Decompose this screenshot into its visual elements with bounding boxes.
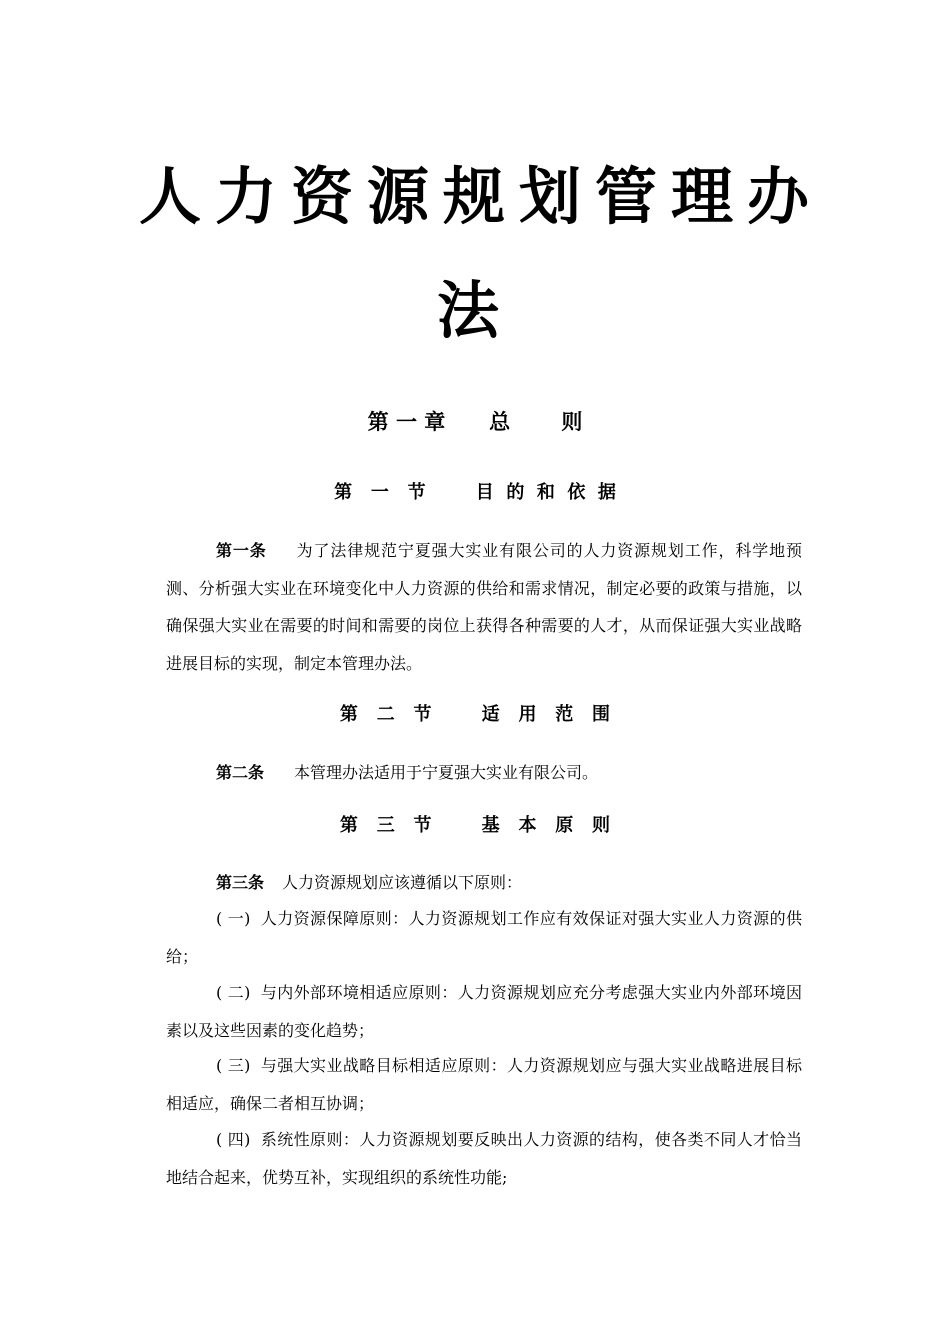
article-label: 第一条	[216, 541, 267, 560]
principle-item	[166, 1121, 802, 1196]
document-title-line1: 人力资源规划管理办	[138, 160, 823, 233]
principle-text: 人力资源保障原则：人力资源规划工作应有效保证对强大实业人力资源的供给；	[166, 909, 802, 966]
article-2	[166, 754, 802, 792]
section-heading-1: 第 一 节 目 的 和 依 据	[334, 482, 616, 503]
article-label: 第三条	[216, 873, 265, 892]
section-heading-2: 第 二 节 适 用 范 围	[339, 704, 611, 725]
principle-number: ( 三)	[216, 1056, 251, 1075]
principle-number: ( 一)	[216, 909, 251, 928]
principle-item	[166, 1047, 802, 1122]
article-text: 人力资源规划应该遵循以下原则：	[282, 873, 523, 892]
section-heading-3: 第 三 节 基 本 原 则	[339, 815, 611, 836]
article-text: 本管理办法适用于宁夏强大实业有限公司。	[294, 763, 599, 782]
principle-number: ( 四)	[216, 1130, 251, 1149]
principle-item	[166, 974, 802, 1049]
principle-item	[166, 900, 802, 975]
principle-number: ( 二)	[216, 983, 251, 1002]
document-title-line2: 法	[436, 274, 513, 347]
article-1	[166, 532, 802, 682]
article-3	[166, 864, 802, 902]
principle-text: 与强大实业战略目标相适应原则：人力资源规划应与强大实业战略进展目标相适应，确保二者相互协调；	[166, 1056, 802, 1113]
principle-text: 与内外部环境相适应原则：人力资源规划应充分考虑强大实业内外部环境因素以及这些因素的变化趋势；	[166, 983, 802, 1040]
article-text: 为了法律规范宁夏强大实业有限公司的人力资源规划工作，科学地预测、分析强大实业在环境变化中人力资源的供给和需求情况，制定必要的政策与措施，以确保强大实业在需要的时间和需要的岗位上获得各种需要的人才，从而保证强大实业战略进展目标的实现，制定本管理办法。	[166, 541, 802, 673]
article-label: 第二条	[216, 763, 265, 782]
chapter-heading: 第 一 章 总 则	[367, 410, 583, 434]
principle-text: 系统性原则：人力资源规划要反映出人力资源的结构，使各类不同人才恰当地结合起来，优势互补，实现组织的系统性功能;	[166, 1130, 802, 1187]
